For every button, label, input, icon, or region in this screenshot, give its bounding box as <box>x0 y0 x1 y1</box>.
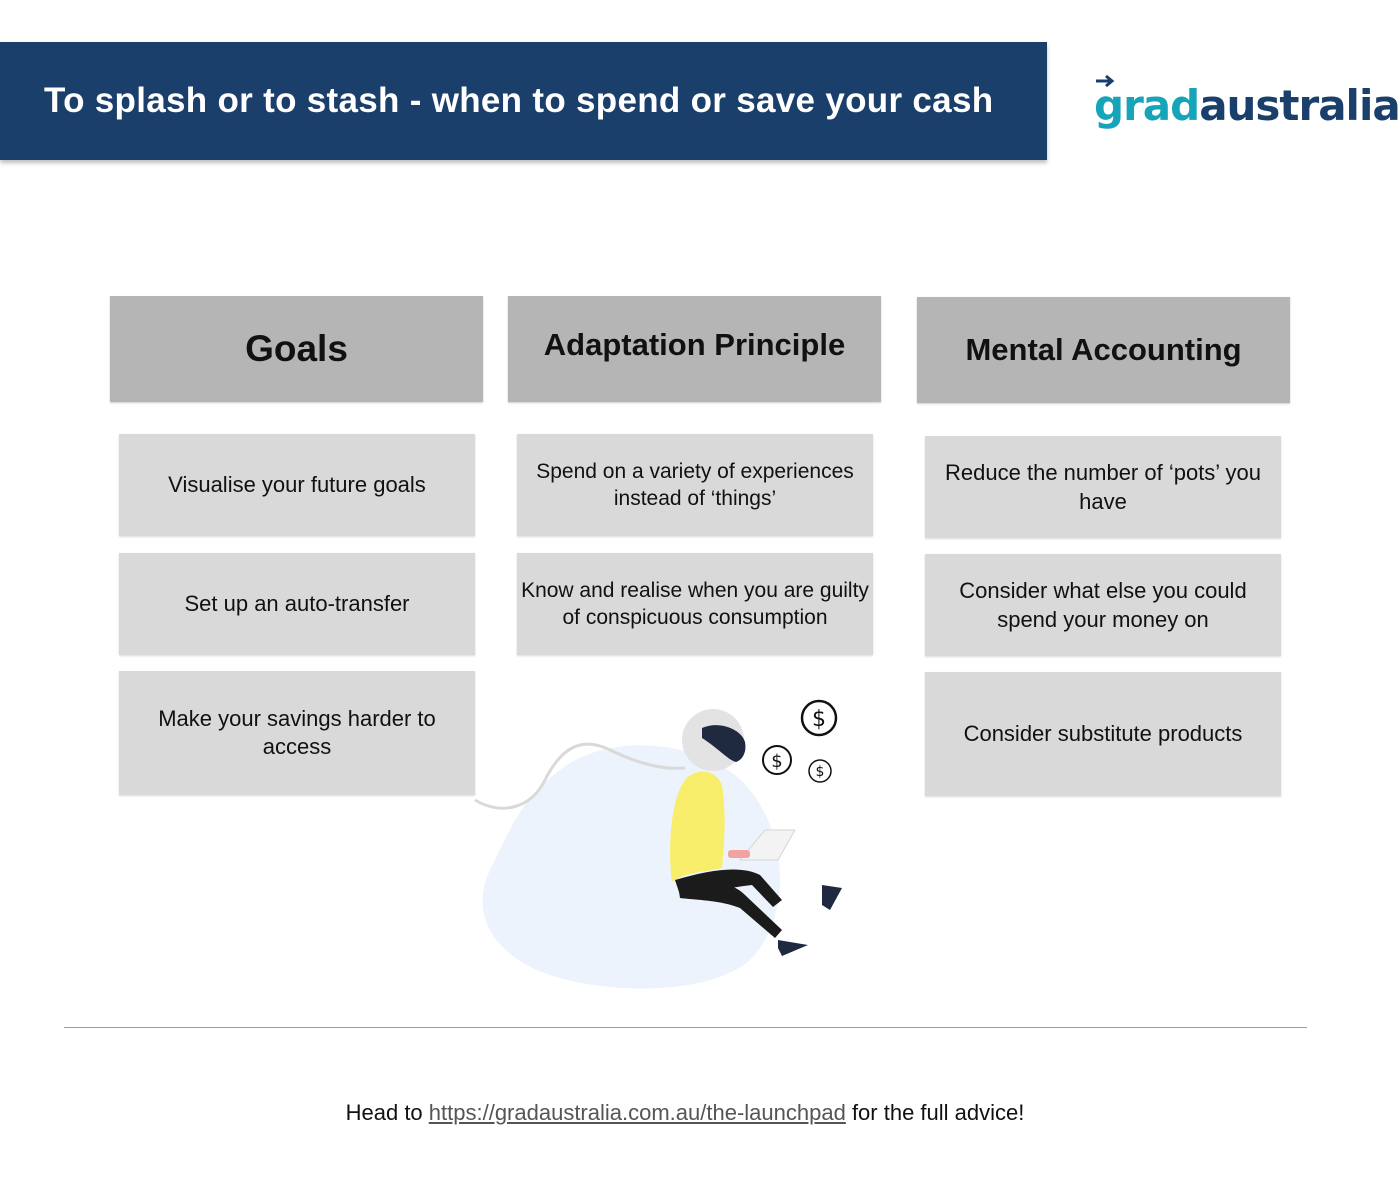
hand <box>728 850 750 858</box>
card-text: Spend on a variety of experiences instead of ‘things’ <box>536 460 854 510</box>
arrow-icon <box>1094 74 1116 88</box>
logo-text-grad: grad <box>1094 81 1200 130</box>
column-heading-label: Mental Accounting <box>965 332 1242 367</box>
adaptation-card <box>517 434 873 536</box>
card-text: Make your savings harder to access <box>158 706 436 759</box>
card-text: Visualise your future goals <box>168 472 426 497</box>
logo-text-australia: australia <box>1199 81 1400 130</box>
card-text: Consider substitute products <box>963 721 1243 746</box>
column-heading-goals <box>110 296 483 402</box>
svg-text:$: $ <box>812 707 826 732</box>
mental-accounting-card <box>925 672 1281 796</box>
card-text: Reduce the number of ‘pots’ you have <box>945 460 1261 514</box>
svg-text:$: $ <box>771 751 783 772</box>
column-heading-mental-accounting <box>917 297 1290 403</box>
goals-card <box>119 553 475 655</box>
footer-suffix: for the full advice! <box>845 1100 1025 1125</box>
mental-accounting-card <box>925 436 1281 538</box>
shoe-back <box>778 940 808 956</box>
dollar-coin-icon <box>800 699 838 737</box>
column-heading-label: Goals <box>245 328 348 369</box>
background-blob <box>483 745 781 988</box>
goals-card <box>119 671 475 795</box>
card-text: Consider what else you could spend your money on <box>959 578 1247 632</box>
adaptation-card <box>517 553 873 655</box>
card-text: Know and realise when you are guilty of conspicuous consumption <box>521 579 869 629</box>
dollar-coin-icon <box>761 744 793 776</box>
column-heading-adaptation-principle <box>508 296 881 402</box>
launchpad-link[interactable]: https://gradaustralia.com.au/the-launchpad <box>428 1100 846 1125</box>
goals-card <box>119 434 475 536</box>
dollar-coin-icon <box>807 758 833 784</box>
column-heading-label: Adaptation Principle <box>543 327 846 362</box>
title-banner <box>0 42 1047 160</box>
shoe-front <box>822 885 842 910</box>
card-text: Set up an auto-transfer <box>184 591 410 616</box>
gradaustralia-logo[interactable] <box>1094 70 1400 130</box>
footer-text <box>0 1100 1370 1126</box>
page-title: To splash or to stash - when to spend or save your cash <box>44 81 994 120</box>
svg-text:$: $ <box>815 764 825 780</box>
mental-accounting-card <box>925 554 1281 656</box>
footer-divider <box>64 1027 1307 1028</box>
footer-prefix: Head to <box>345 1100 429 1125</box>
